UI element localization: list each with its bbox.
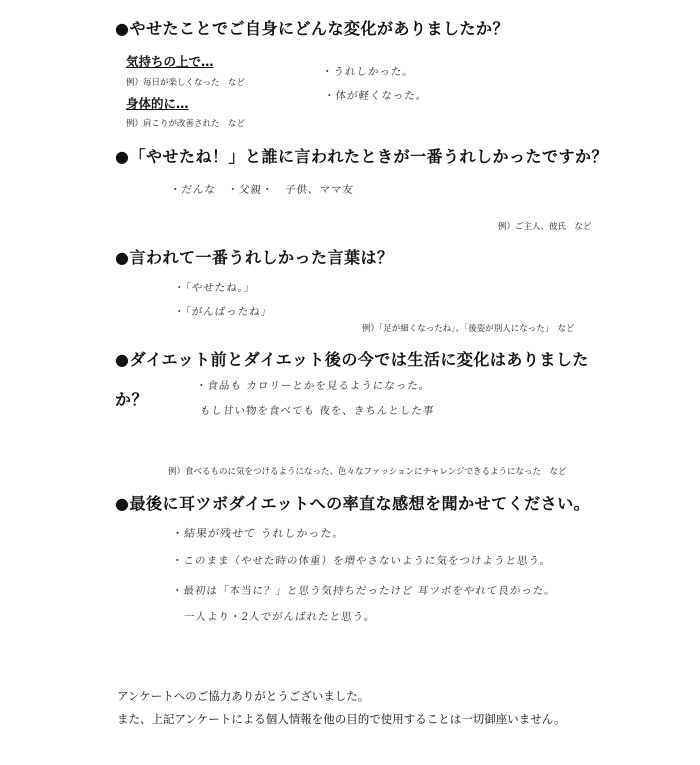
q5-answer-4: 一人より・2人でがんばれたと思う。 (183, 611, 377, 623)
footer-privacy-note: また、上記アンケートによる個人情報を他の目的で使用することは一切御座いません。 (117, 712, 566, 726)
question-4-line-2: か？ (115, 390, 149, 409)
q2-example: 例）ご主人、彼氏 など (498, 222, 592, 232)
q3-example: 例）「足が細くなったね」、「後姿が別人になった」 など (362, 324, 575, 334)
q1-sub-physical: 身体的に… (126, 96, 189, 111)
q1-sub-feelings: 気持ちの上で… (126, 54, 214, 69)
q5-answer-1: ・結果が残せて うれしかった。 (171, 527, 346, 540)
question-3: ●言われて一番うれしかった言葉は？ (115, 248, 394, 267)
q1-answer-2: ・体が軽くなった。 (323, 90, 429, 102)
q2-answer: ・だんな ・父親・ 子供、ママ友 (169, 184, 355, 196)
q3-answer-2: ・「がんばったね」 (173, 306, 273, 318)
q5-answer-3: ・最初は「本当に？」と思う気持ちだったけど 耳ツボをやれて良かった。 (171, 585, 557, 597)
q4-answer-1: ・食品も カロリーとかを見るようになった。 (195, 380, 431, 392)
q1-example-feelings: 例）毎日が楽しくなった など (126, 78, 246, 88)
question-2: ●「やせたね！」と誰に言われたときが一番うれしかったですか？ (115, 147, 608, 166)
q1-answer-1: ・うれしかった。 (321, 66, 415, 78)
question-5: ●最後に耳ツボダイエットへの率直な感想を聞かせてください。 (115, 494, 591, 513)
question-1: ●やせたことでご自身にどんな変化がありましたか？ (115, 19, 509, 38)
q4-example: 例）食べるものに気をつけるようになった、色々なファッションにチャレンジできるようになった など (168, 467, 567, 477)
q1-example-physical: 例）肩こりが改善された など (126, 119, 246, 129)
question-4-line-1: ●ダイエット前とダイエット後の今では生活に変化はありました (115, 350, 589, 369)
footer-thanks: アンケートへのご協力ありがとうございました。 (117, 689, 370, 703)
q5-answer-2: ・このまま（やせた時の体重）を増やさないように気をつけようと思う。 (171, 555, 553, 567)
q3-answer-1: ・「やせたね。」 (173, 282, 257, 294)
q4-answer-2: もし甘い物を食べても 夜を、きちんとした事 (199, 405, 435, 417)
